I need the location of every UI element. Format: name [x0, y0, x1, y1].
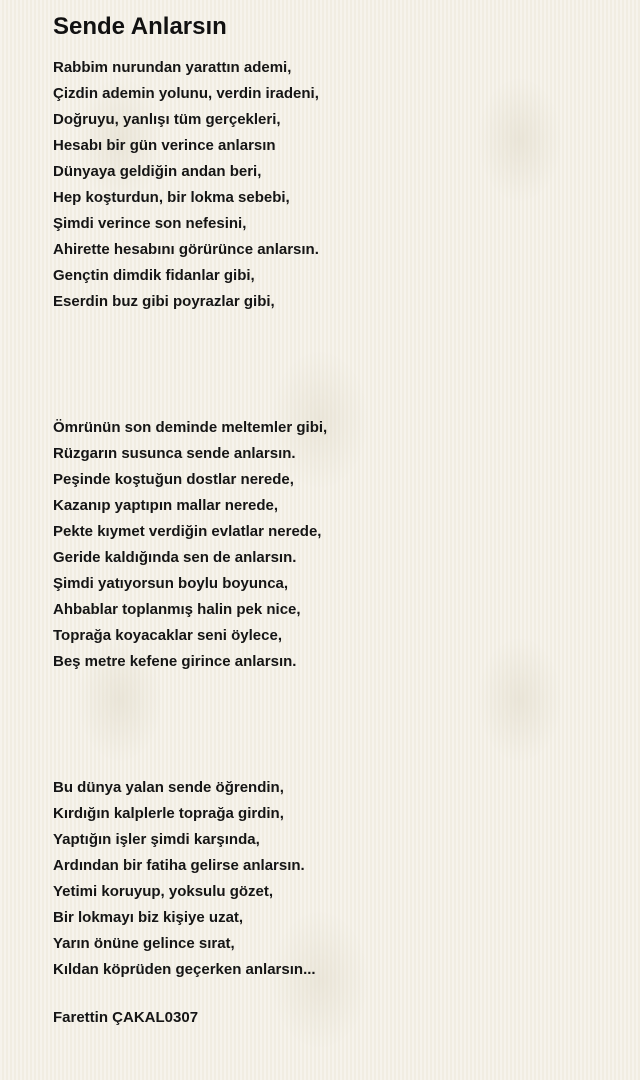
poem-line: Rabbim nurundan yarattın ademi, [53, 59, 292, 76]
poem-line: Eserdin buz gibi poyrazlar gibi, [53, 293, 275, 310]
poem-line: Şimdi yatıyorsun boylu boyunca, [53, 575, 289, 592]
poem-line: Dünyaya geldiğin andan beri, [53, 163, 262, 180]
poem-line: Kazanıp yaptıpın mallar nerede, [53, 497, 279, 514]
poem-line: Kıldan köprüden geçerken anlarsın... [53, 961, 316, 978]
stanza-3 [53, 775, 613, 983]
poem-line: Ömrünün son deminde meltemler gibi, [53, 419, 328, 436]
poem-line: Ahbablar toplanmış halin pek nice, [53, 601, 301, 618]
poem-line: Yetimi koruyup, yoksulu gözet, [53, 883, 274, 900]
stanza-1 [53, 55, 613, 315]
poem-line: Kırdığın kalplerle toprağa girdin, [53, 805, 284, 822]
author-gap [53, 983, 613, 1005]
poem-line: Hep koşturdun, bir lokma sebebi, [53, 189, 290, 206]
poem-title: Sende Anlarsın [53, 13, 227, 40]
poem-line: Geride kaldığında sen de anlarsın. [53, 549, 297, 566]
poem-line: Doğruyu, yanlışı tüm gerçekleri, [53, 111, 281, 128]
poem-line: Rüzgarın susunca sende anlarsın. [53, 445, 296, 462]
poem-line: Ahirette hesabını görürünce anlarsın. [53, 241, 319, 258]
poem-line: Beş metre kefene girince anlarsın. [53, 653, 297, 670]
poem-page [53, 12, 613, 1031]
poem-line: Yaptığın işler şimdi karşında, [53, 831, 260, 848]
poem-line: Peşinde koştuğun dostlar nerede, [53, 471, 294, 488]
poem-line: Şimdi verince son nefesini, [53, 215, 247, 232]
stanza-gap [53, 675, 613, 775]
poem-author: Farettin ÇAKAL0307 [53, 1009, 199, 1026]
poem-line: Pekte kıymet verdiğin evlatlar nerede, [53, 523, 322, 540]
poem-line: Çizdin ademin yolunu, verdin iradeni, [53, 85, 319, 102]
stanza-gap [53, 315, 613, 415]
poem-line: Bir lokmayı biz kişiye uzat, [53, 909, 244, 926]
poem-line: Hesabı bir gün verince anlarsın [53, 137, 276, 154]
poem-line: Bu dünya yalan sende öğrendin, [53, 779, 284, 796]
stanza-2 [53, 415, 613, 675]
poem-line: Yarın önüne gelince sırat, [53, 935, 235, 952]
poem-line: Ardından bir fatiha gelirse anlarsın. [53, 857, 305, 874]
poem-line: Gençtin dimdik fidanlar gibi, [53, 267, 255, 284]
poem-line: Toprağa koyacaklar seni öylece, [53, 627, 283, 644]
